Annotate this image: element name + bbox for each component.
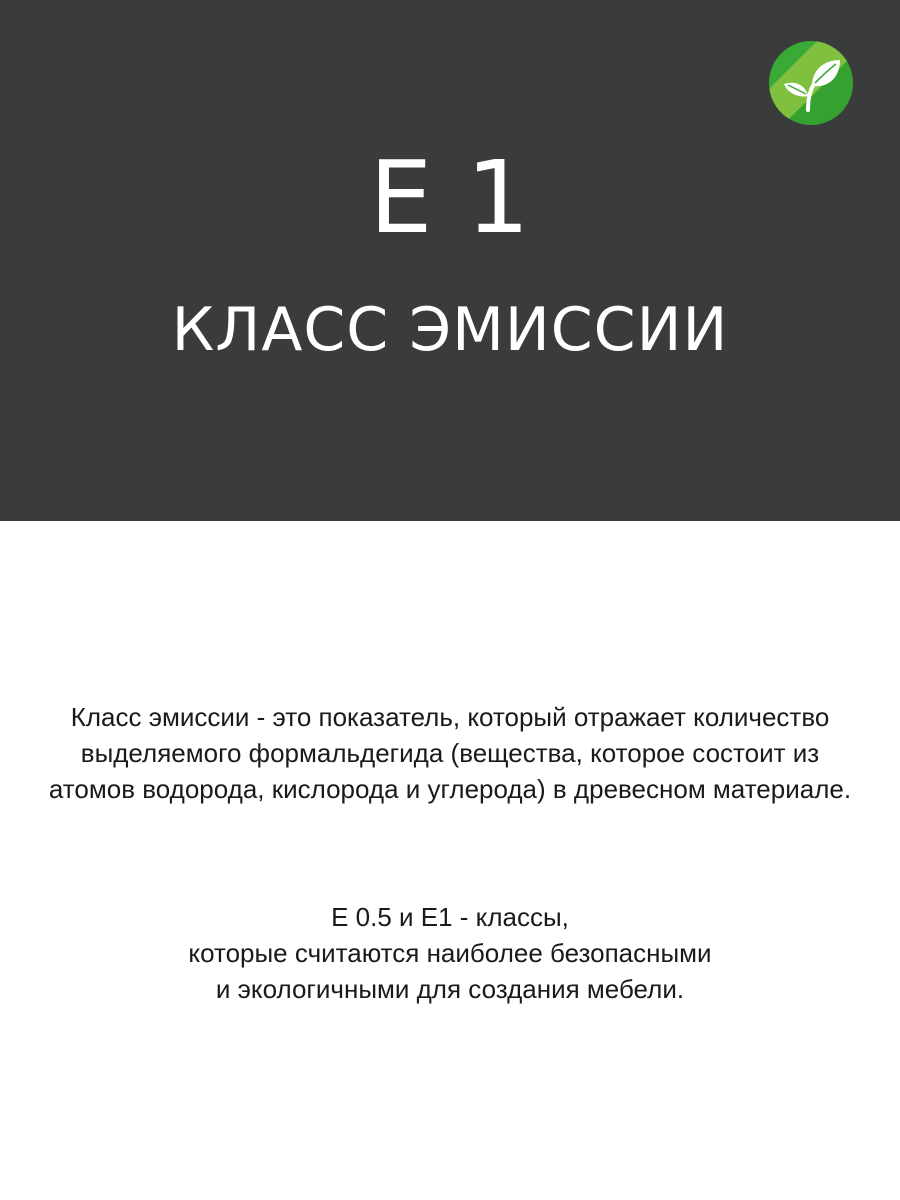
definition-line: атомов водорода, кислорода и углерода) в древесном материале. (48, 774, 852, 804)
definition-line: Класс эмиссии - это показатель, который отражает количество (70, 702, 830, 732)
emission-class-code: E 1 (369, 139, 531, 256)
safe-classes-line: Е 0.5 и Е1 - классы, (331, 902, 569, 932)
definition-line: выделяемого формальдегида (вещества, которое состоит из (80, 738, 820, 768)
definition-paragraph (40, 699, 860, 807)
header-panel (0, 0, 900, 521)
safe-classes-line: и экологичными для создания мебели. (215, 974, 685, 1004)
safe-classes-line: которые считаются наиболее безопасными (188, 938, 712, 968)
emission-class-title: КЛАСС ЭМИССИИ (171, 295, 729, 365)
safe-classes-paragraph (40, 899, 860, 1007)
eco-leaf-icon (768, 40, 854, 126)
